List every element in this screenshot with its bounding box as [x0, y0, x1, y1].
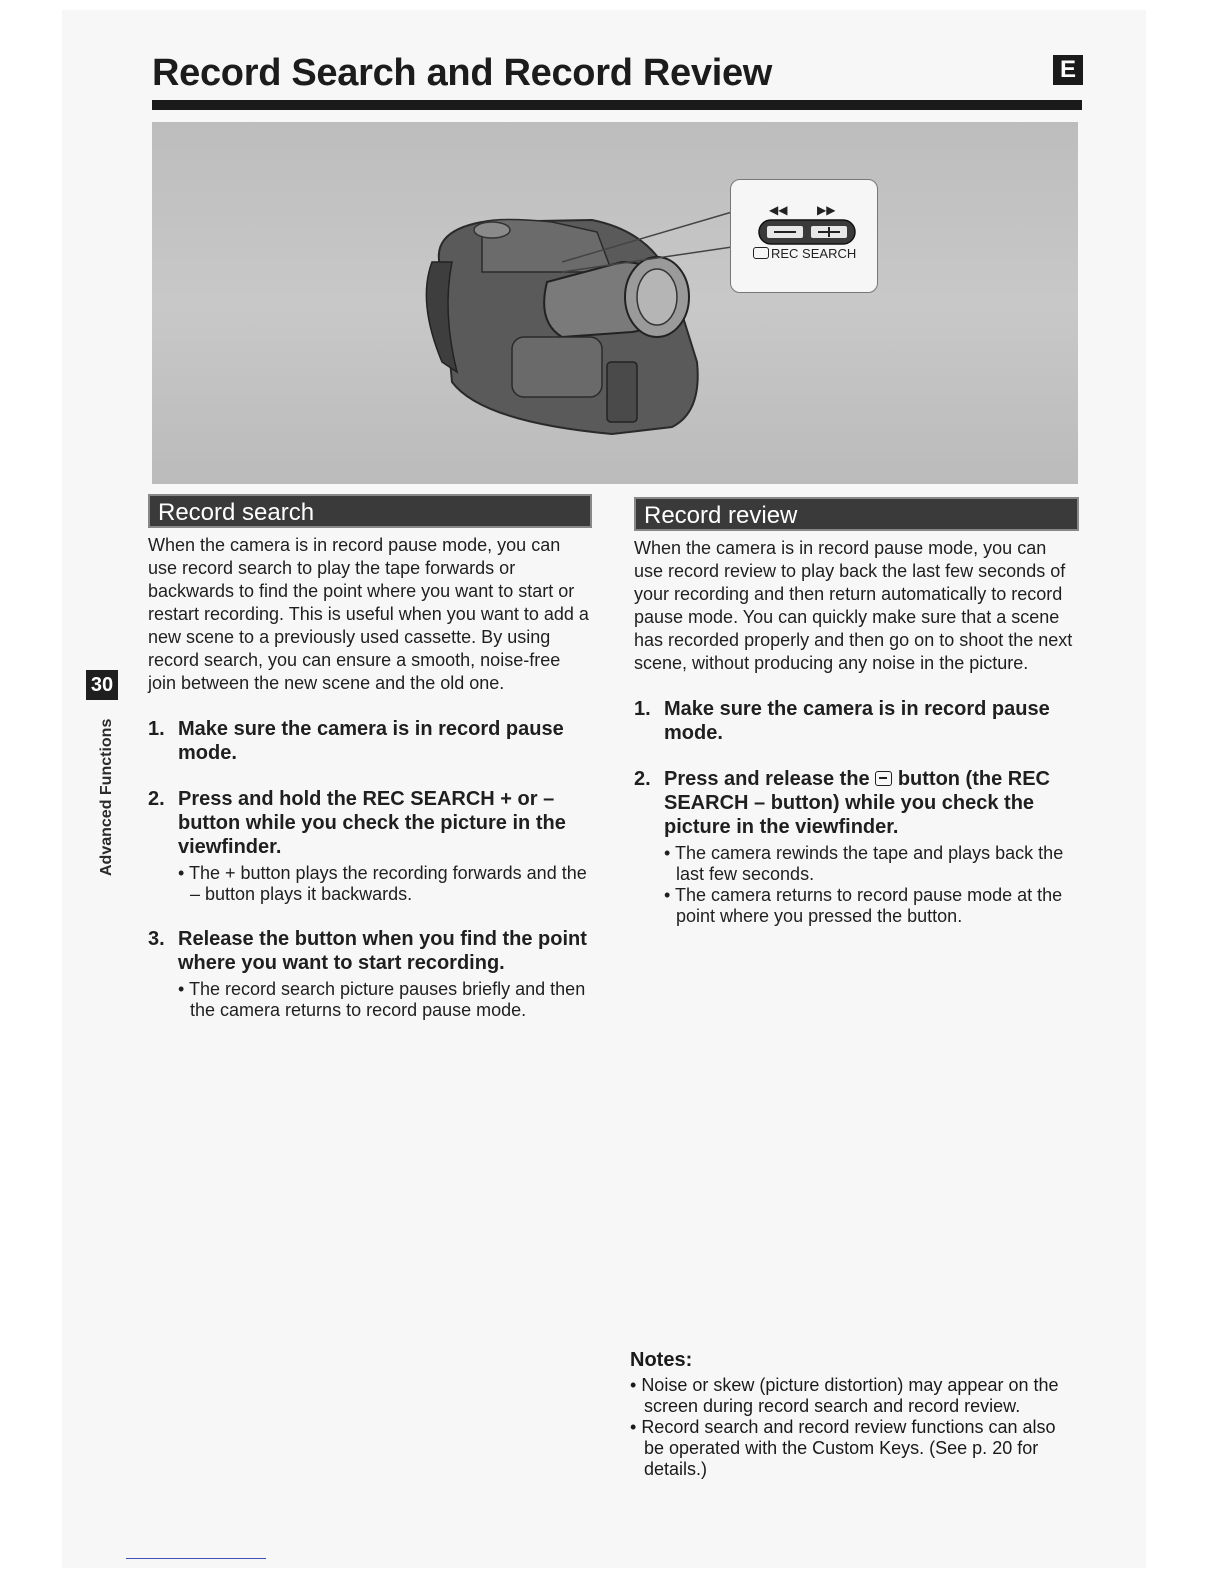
record-review-heading: Record review	[634, 497, 1079, 531]
notes-heading: Notes:	[630, 1349, 693, 1371]
rewind-symbol: ◀◀	[769, 203, 788, 217]
record-search-step-2: 2. Press and hold the REC SEARCH + or – button while you check the picture in the viewfinder. • The + button plays the recording forwards and the – button plays it backwards.	[148, 787, 590, 905]
camcorder-illustration	[152, 122, 1078, 484]
page-number: 30	[86, 670, 118, 700]
camcorder-photo	[152, 122, 1078, 484]
rec-search-label: REC SEARCH	[753, 246, 856, 261]
fast-forward-symbol: ▶▶	[817, 203, 836, 217]
record-review-step-1: 1. Make sure the camera is in record pause mode.	[634, 698, 1050, 744]
list-item: • The camera returns to record pause mode at the point where you pressed the button.	[664, 885, 1080, 927]
record-search-step-1: 1. Make sure the camera is in record pause mode.	[148, 718, 564, 764]
list-item: • Noise or skew (picture distortion) may appear on the screen during record search and record review.	[630, 1375, 1070, 1417]
record-review-column	[634, 537, 1080, 927]
title-rule	[152, 100, 1082, 110]
language-badge: E	[1053, 55, 1083, 85]
record-review-button-icon	[875, 771, 892, 786]
list-item: • The camera rewinds the tape and plays back the last few seconds.	[664, 843, 1080, 885]
record-search-column	[148, 534, 590, 1021]
list-item: • The record search picture pauses briefly and then the camera returns to record pause mode.	[178, 979, 590, 1021]
footer-rule	[126, 1558, 266, 1559]
record-review-intro: When the camera is in record pause mode, you can use record review to play back the last few seconds of your recording and then return automatically to record pause mode. You can quickly make sure that a scene has recorded properly and then go on to shoot the next scene, without producing any noise in the picture.	[634, 538, 1073, 673]
list-item: • The + button plays the recording forwards and the – button plays it backwards.	[178, 863, 590, 905]
rec-search-callout	[730, 179, 878, 293]
section-side-label: Advanced Functions	[98, 718, 115, 876]
record-search-intro: When the camera is in record pause mode, you can use record search to play the tape forwards or backwards to find the point where you want to start or restart recording. This is useful when you want to add a new scene to a previously used cassette. By using record search, you can ensure a smooth, noise-free join between the new scene and the old one.	[148, 535, 589, 693]
list-item: • Record search and record review functions can also be operated with the Custom Keys. (See p. 20 for details.)	[630, 1417, 1070, 1480]
rec-search-buttons-icon	[731, 180, 877, 250]
record-search-step-3: 3. Release the button when you find the point where you want to start recording. • The record search picture pauses briefly and then the camera returns to record pause mode.	[148, 927, 590, 1021]
page-title: Record Search and Record Review	[152, 52, 773, 94]
record-review-icon	[753, 247, 769, 259]
record-review-step-2: 2. Press and release the button (the REC SEARCH – button) while you check the picture in the viewfinder. • The camera rewinds the tape and plays back the last few seconds. • The camera returns to record pause mode at the point where you pressed the button.	[634, 767, 1080, 927]
notes-section	[630, 1350, 1070, 1480]
record-search-heading: Record search	[148, 494, 592, 528]
